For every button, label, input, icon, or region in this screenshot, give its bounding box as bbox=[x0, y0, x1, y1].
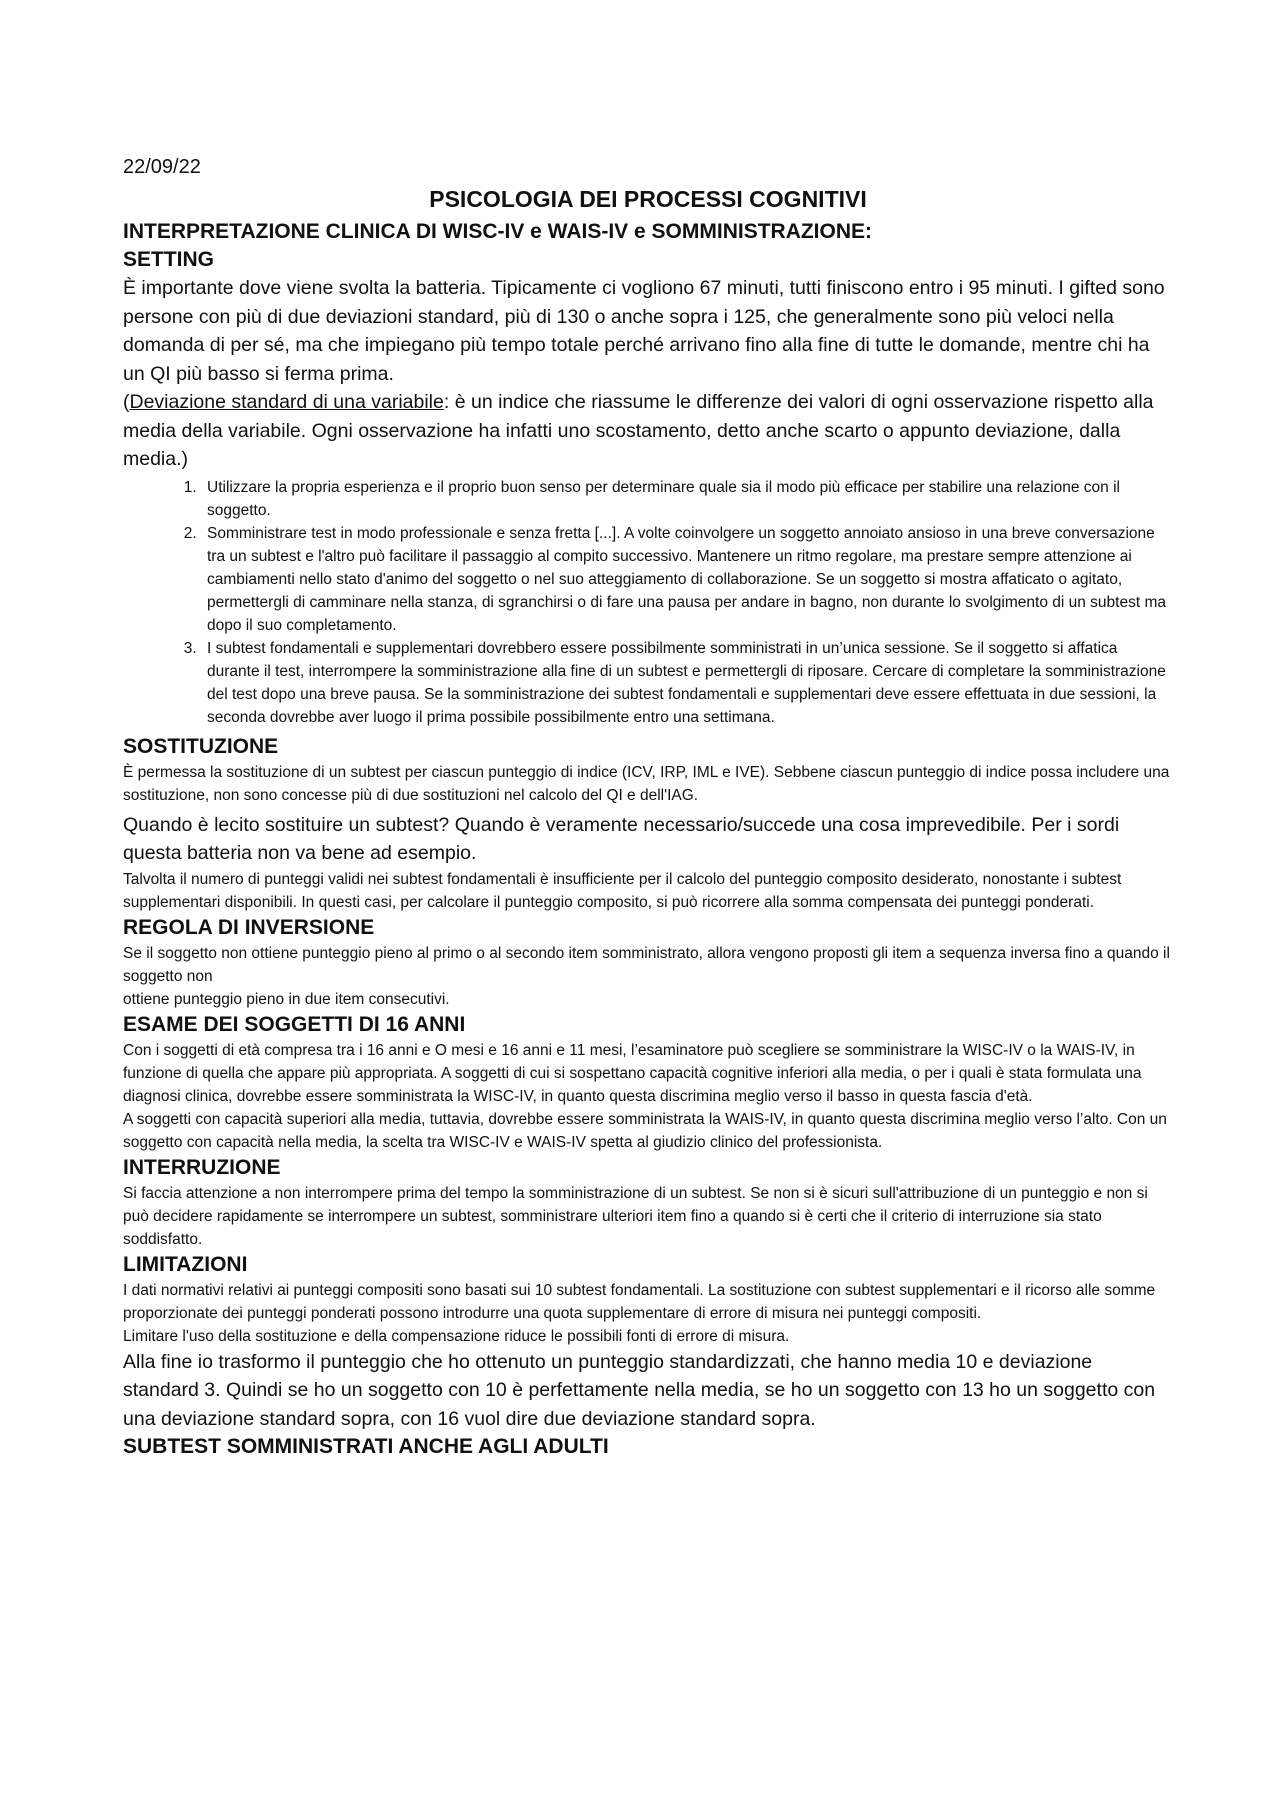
setting-paragraph: È importante dove viene svolta la batteria. Tipicamente ci vogliono 67 minuti, tutti finiscono entro i 95 minuti. I gifted sono persone con più di due deviazioni standard, più di 130 o anche sopra i 125, che generalmente sono più veloci nella domanda di per sé, ma che impiegano più tempo totale perché arrivano fino alla fine di tutte le domande, mentre chi ha un QI più basso si ferma prima. bbox=[123, 277, 1165, 385]
inversione-p1: Se il soggetto non ottiene punteggio pieno al primo o al secondo item somministrato, allora vengono proposti gli item a sequenza inversa fino a quando il soggetto non bbox=[123, 944, 1170, 985]
sostituzione-p3: Talvolta il numero di punteggi validi nei subtest fondamentali è insufficiente per il calcolo del punteggio composito desiderato, nonostante i subtest supplementari disponibili. In questi casi, per calcolare il punteggio composito, si può ricorrere alla somma compensata dei punteggi ponderati. bbox=[123, 870, 1122, 911]
document-page bbox=[123, 154, 1173, 1461]
heading-subtest-adulti: SUBTEST SOMMINISTRATI ANCHE AGLI ADULTI bbox=[123, 1435, 609, 1458]
sostituzione-p1: È permessa la sostituzione di un subtest per ciascun punteggio di indice (ICV, IRP, IML e IVE). Sebbene ciascun punteggio di indice possa includere una sostituzione, non sono concesse più di due sostituzioni nel calcolo del QI e dell'IAG. bbox=[123, 763, 1170, 804]
std-dev-term: Deviazione standard di una variabile bbox=[129, 391, 444, 413]
setting-list bbox=[123, 476, 1173, 729]
interruzione-p1: Si faccia attenzione a non interrompere prima del tempo la somministrazione di un subtest. Se non si è sicuri sull'attribuzione di un punteggio e non si può decidere rapidamente se interrompere un subtest, somministrare ulteriori item fino a quando si è certi che il criterio di interruzione sia stato soddisfatto. bbox=[123, 1184, 1148, 1248]
heading-limitazioni: LIMITAZIONI bbox=[123, 1252, 248, 1276]
limitazioni-p2: Limitare l'uso della sostituzione e della compensazione riduce le possibili fonti di errore di misura. bbox=[123, 1327, 790, 1345]
document-date: 22/09/22 bbox=[123, 156, 201, 178]
list-item: 2. Somministrare test in modo professionale e senza fretta [...]. A volte coinvolgere un soggetto annoiato ansioso in una breve conversazione tra un subtest e l'altro può facilitare il passaggio al compito successivo. Mantenere un ritmo regolare, ma prestare sempre attenzione ai cambiamenti nello stato d'animo del soggetto o nel suo atteggiamento di collaborazione. Se un soggetto si mostra affaticato o agitato, permettergli di camminare nella stanza, di sgranchirsi o di fare una pausa per andare in bagno, non durante lo svolgimento di un subtest ma dopo il suo completamento. bbox=[201, 522, 1173, 637]
list-item: 3. I subtest fondamentali e supplementari dovrebbero essere possibilmente somministrati in un’unica sessione. Se il soggetto si affatica durante il test, interrompere la somministrazione alla fine di un subtest e permettergli di riposare. Cercare di completare la somministrazione del test dopo una breve pausa. Se la somministrazione dei subtest fondamentali e supplementari deve essere effettuata in due sessioni, la seconda dovrebbe aver luogo il prima possibile possibilmente entro una settimana. bbox=[201, 637, 1173, 729]
limitazioni-p1: I dati normativi relativi ai punteggi compositi sono basati sui 10 subtest fondamentali. La sostituzione con subtest supplementari e il ricorso alle somme proporzionate dei punteggi ponderati possono introdurre una quota supplementare di errore di misura nei punteggi compositi. bbox=[123, 1281, 1156, 1322]
heading-interruzione: INTERRUZIONE bbox=[123, 1155, 281, 1179]
std-dev-text: : è un indice che riassume le differenze dei valori di ogni osservazione rispetto alla media della variabile. Ogni osservazione ha infatti uno scostamento, detto anche scarto o appunto deviazione, dalla media.) bbox=[123, 391, 1154, 470]
std-dev-definition bbox=[123, 388, 1173, 474]
heading-setting: SETTING bbox=[123, 248, 215, 271]
heading-esame16: ESAME DEI SOGGETTI DI 16 ANNI bbox=[123, 1012, 466, 1036]
esame16-p2: A soggetti con capacità superiori alla media, tuttavia, dovrebbe essere somministrata la WAIS-IV, in quanto questa discrimina meglio verso l’alto. Con un soggetto con capacità nella media, la scelta tra WISC-IV e WAIS-IV spetta al giudizio clinico del professionista. bbox=[123, 1110, 1167, 1151]
document-title: PSICOLOGIA DEI PROCESSI COGNITIVI bbox=[429, 186, 867, 212]
section-subtitle: INTERPRETAZIONE CLINICA DI WISC-IV e WAIS-IV e SOMMINISTRAZIONE: bbox=[123, 220, 873, 243]
heading-sostituzione: SOSTITUZIONE bbox=[123, 734, 279, 758]
list-item: 1. Utilizzare la propria esperienza e il proprio buon senso per determinare quale sia il modo più efficace per stabilire una relazione con il soggetto. bbox=[201, 476, 1173, 522]
inversione-p2: ottiene punteggio pieno in due item consecutivi. bbox=[123, 990, 450, 1008]
heading-inversione: REGOLA DI INVERSIONE bbox=[123, 915, 375, 939]
sostituzione-p2: Quando è lecito sostituire un subtest? Quando è veramente necessario/succede una cosa imprevedibile. Per i sordi questa batteria non va bene ad esempio. bbox=[123, 813, 1120, 864]
limitazioni-p3: Alla fine io trasformo il punteggio che ho ottenuto un punteggio standardizzati, che hanno media 10 e deviazione standard 3. Quindi se ho un soggetto con 10 è perfettamente nella media, se ho un soggetto con 13 ho un soggetto con una deviazione standard sopra, con 16 vuol dire due deviazione standard sopra. bbox=[123, 1350, 1156, 1430]
paren-open: ( bbox=[123, 391, 130, 413]
esame16-p1: Con i soggetti di età compresa tra i 16 anni e O mesi e 16 anni e 11 mesi, l’esaminatore può scegliere se somministrare la WISC-IV o la WAIS-IV, in funzione di quella che appare più appropriata. A soggetti di cui si sospettano capacità cognitive inferiori alla media, o per i quali è stata formulata una diagnosi clinica, dovrebbe essere somministrata la WISC-IV, in quanto questa discrimina meglio verso il basso in questa fascia d'età. bbox=[123, 1041, 1142, 1105]
